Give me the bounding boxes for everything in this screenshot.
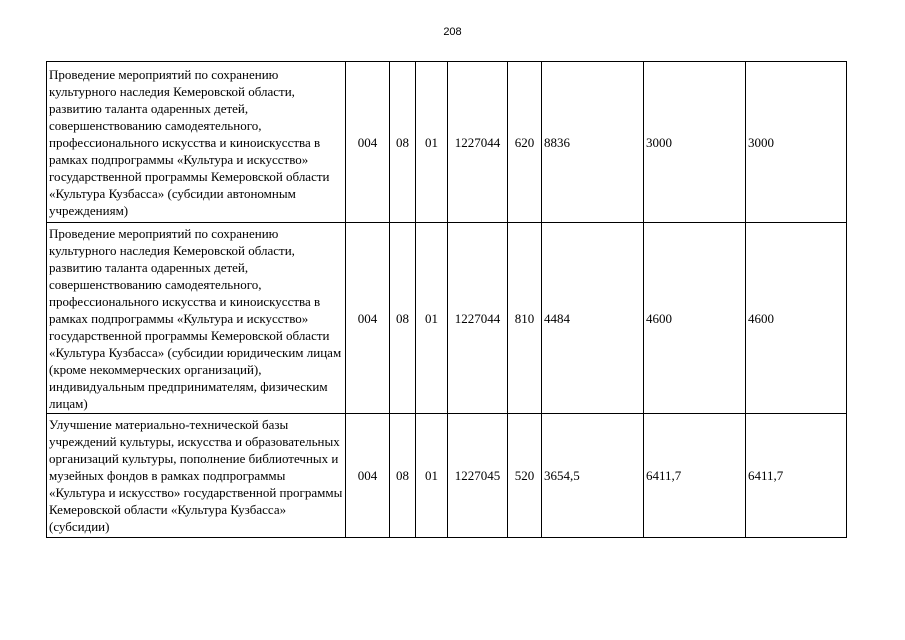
row-description: Проведение мероприятий по сохранению культурного наследия Кемеровской области, развитию таланта одаренных детей, совершенствованию самодеятельного, профессионального искусства и киноискусства в рамках подпрограммы «Культура и искусство» государственной программы Кемеровской области «Культура Кузбасса» (субсидии автономным учреждениям) xyxy=(47,62,346,223)
table-row xyxy=(47,414,847,538)
target-article-code: 1227044 xyxy=(448,223,508,414)
amount-1: 4484 xyxy=(542,223,644,414)
amount-2: 6411,7 xyxy=(644,414,746,538)
expense-type-code: 810 xyxy=(508,223,542,414)
amount-2: 4600 xyxy=(644,223,746,414)
subsection-code: 01 xyxy=(416,414,448,538)
amount-1: 8836 xyxy=(542,62,644,223)
budget-table xyxy=(46,61,847,538)
section-code: 08 xyxy=(390,414,416,538)
amount-3: 4600 xyxy=(746,223,847,414)
amount-3: 3000 xyxy=(746,62,847,223)
ministry-code: 004 xyxy=(346,62,390,223)
expense-type-code: 520 xyxy=(508,414,542,538)
expense-type-code: 620 xyxy=(508,62,542,223)
subsection-code: 01 xyxy=(416,62,448,223)
target-article-code: 1227045 xyxy=(448,414,508,538)
table-row xyxy=(47,223,847,414)
amount-2: 3000 xyxy=(644,62,746,223)
ministry-code: 004 xyxy=(346,414,390,538)
row-description: Улучшение материально-технической базы учреждений культуры, искусства и образовательных организаций культуры, пополнение библиотечных и музейных фондов в рамках подпрограммы «Культура и искусство» государственной программы Кемеровской области «Культура Кузбасса» (субсидии) xyxy=(47,414,346,538)
amount-3: 6411,7 xyxy=(746,414,847,538)
row-description: Проведение мероприятий по сохранению культурного наследия Кемеровской области, развитию таланта одаренных детей, совершенствованию самодеятельного, профессионального искусства и киноискусства в рамках подпрограммы «Культура и искусство» государственной программы Кемеровской области «Культура Кузбасса» (субсидии юридическим лицам (кроме некоммерческих организаций), индивидуальным предпринимателям, физическим лицам) xyxy=(47,223,346,414)
page-number: 208 xyxy=(443,26,462,38)
subsection-code: 01 xyxy=(416,223,448,414)
table-row xyxy=(47,62,847,223)
section-code: 08 xyxy=(390,62,416,223)
ministry-code: 004 xyxy=(346,223,390,414)
target-article-code: 1227044 xyxy=(448,62,508,223)
section-code: 08 xyxy=(390,223,416,414)
amount-1: 3654,5 xyxy=(542,414,644,538)
